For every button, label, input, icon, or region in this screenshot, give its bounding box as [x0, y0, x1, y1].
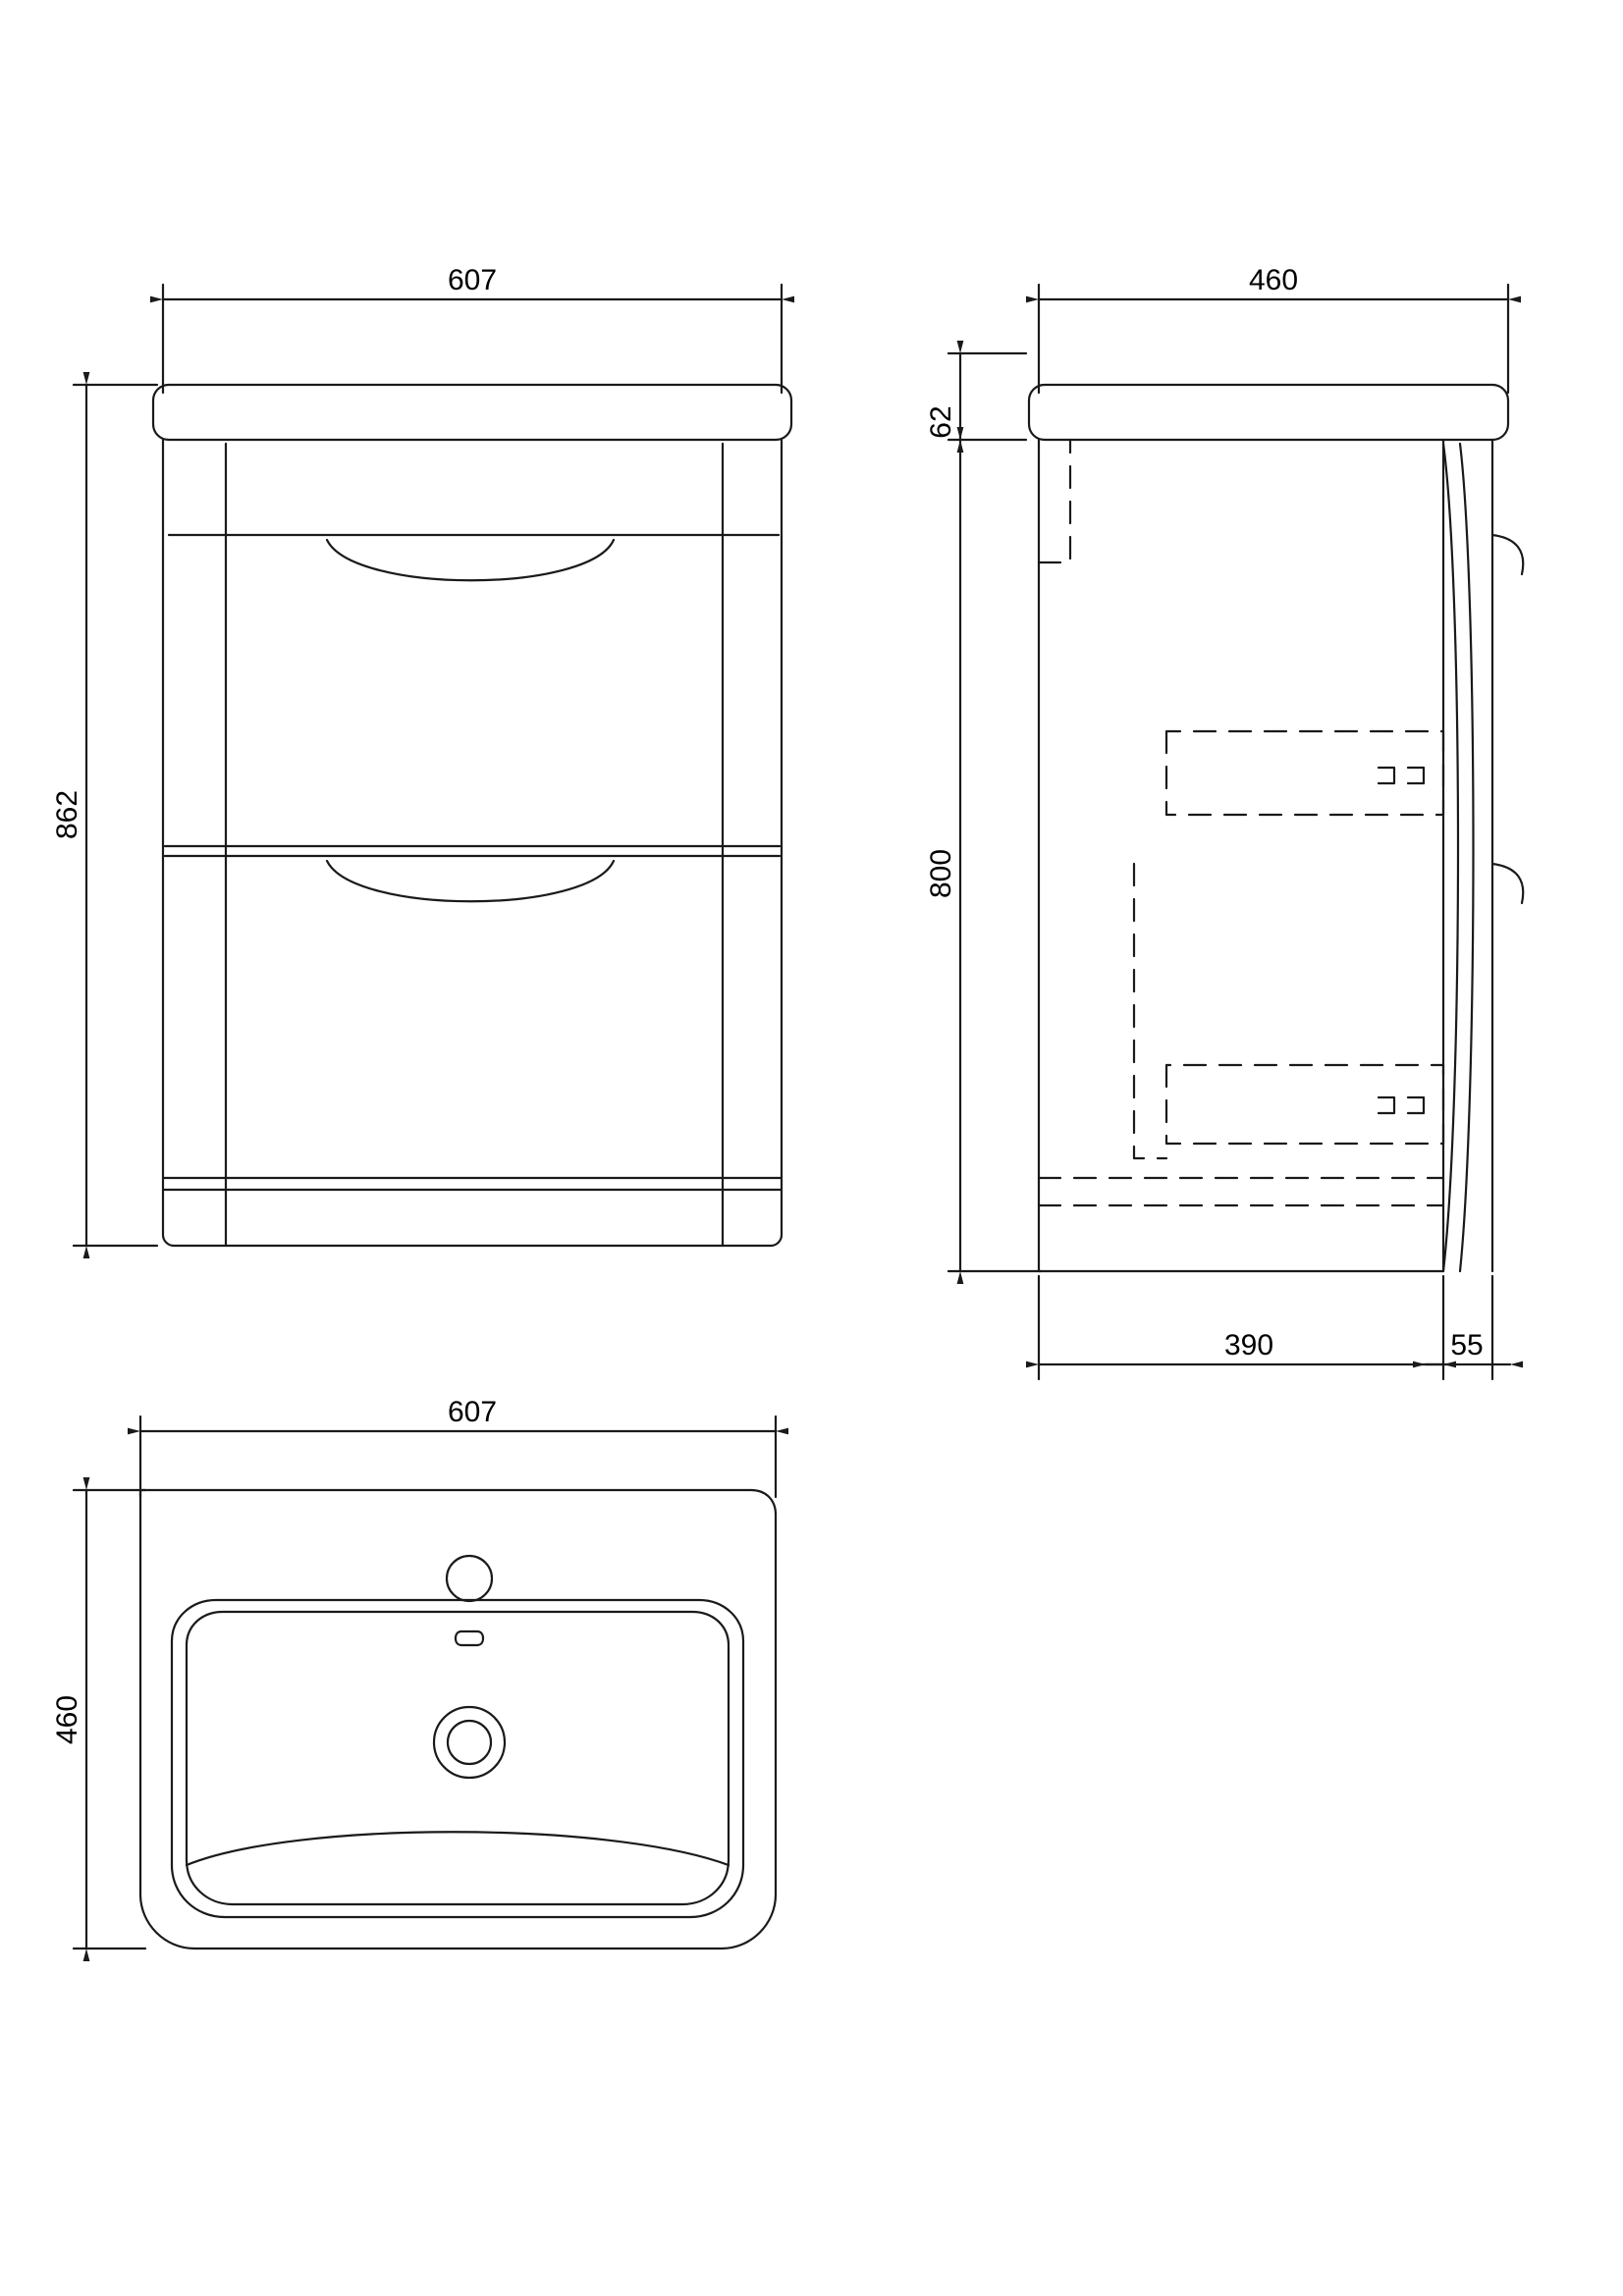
dim-carcass-depth-label: 390	[1223, 1329, 1274, 1362]
dim-side-depth-label: 460	[1248, 264, 1299, 296]
basin-overflow	[456, 1631, 483, 1645]
basin-waste-outer	[434, 1707, 505, 1778]
front-cabinet-body	[163, 440, 782, 1246]
dim-front-width-label: 607	[447, 264, 498, 296]
dim-cabinet-height	[925, 440, 1041, 1271]
side-runner-mark-1b	[1408, 768, 1424, 783]
side-hidden-divider	[1134, 864, 1166, 1158]
front-drawer1-handle	[327, 540, 614, 580]
side-hidden-top-bracket	[1039, 440, 1070, 562]
basin-bowl-outline	[172, 1600, 743, 1917]
basin-bowl-inner-rim	[187, 1612, 729, 1904]
dim-basin-width-label: 607	[447, 1396, 498, 1428]
dim-basin-width	[140, 1396, 776, 1497]
side-front-curve-outer	[1443, 444, 1458, 1271]
side-runner-mark-1a	[1379, 768, 1394, 783]
basin-bowl-bottom-curve	[187, 1832, 729, 1865]
dim-carcass-depth	[1039, 1276, 1443, 1379]
side-hidden-drawer2-box	[1166, 1065, 1443, 1144]
dim-overhang-depth	[1426, 1276, 1510, 1379]
side-front-curve-inner	[1460, 444, 1474, 1271]
side-countertop	[1029, 385, 1508, 440]
side-drawer1-handle	[1492, 535, 1523, 574]
basin-waste-inner	[448, 1721, 491, 1764]
side-runner-mark-2a	[1379, 1097, 1394, 1113]
front-countertop	[153, 385, 791, 440]
dim-front-height	[51, 385, 157, 1246]
dim-basin-depth	[51, 1490, 145, 1949]
front-drawer2-handle	[327, 861, 614, 901]
basin-tap-hole	[447, 1556, 492, 1601]
dim-front-height-label: 862	[51, 789, 83, 840]
side-elevation-view	[925, 264, 1523, 1379]
dim-side-depth	[1039, 264, 1508, 393]
dim-top-thickness	[925, 353, 1026, 440]
dim-cabinet-height-label: 800	[925, 848, 957, 899]
side-cabinet-body	[1039, 440, 1443, 1271]
side-hidden-lines	[1039, 440, 1443, 1205]
dim-front-width	[163, 264, 782, 393]
dim-overhang-depth-label: 55	[1450, 1329, 1484, 1362]
dim-basin-depth-label: 460	[51, 1694, 83, 1745]
dim-top-thickness-label: 62	[925, 405, 957, 439]
side-drawer2-handle	[1492, 864, 1523, 903]
side-hidden-drawer1-box	[1166, 731, 1443, 815]
front-elevation-view	[51, 264, 791, 1246]
basin-plan-view	[51, 1396, 776, 1949]
side-runner-mark-2b	[1408, 1097, 1424, 1113]
